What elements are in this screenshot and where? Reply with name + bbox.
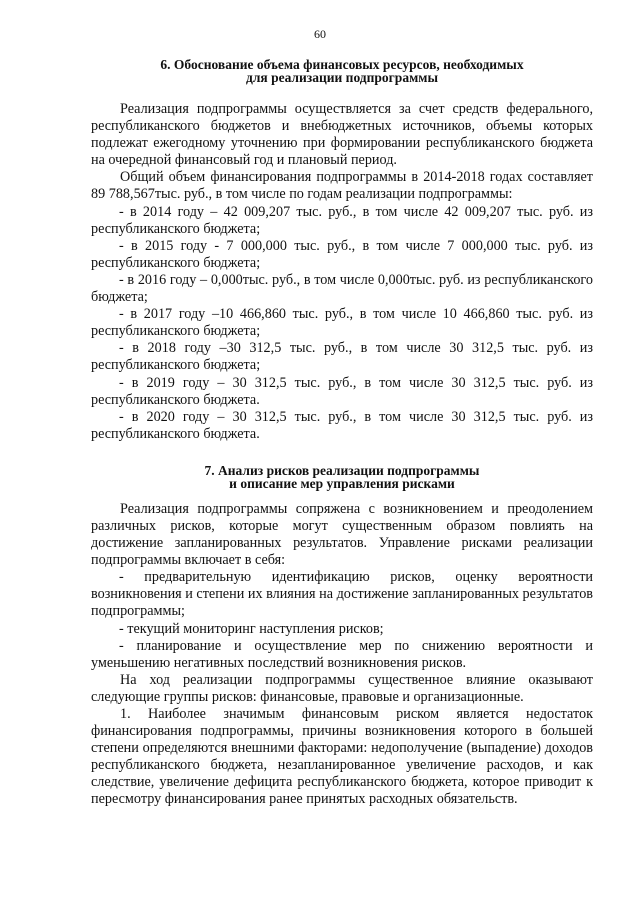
- funding-year-2018: - в 2018 году –30 312,5 тыс. руб., в том числе 30 312,5 тыс. руб. из республиканского бюджета;: [91, 340, 593, 374]
- section-6-intro-paragraph: Реализация подпрограммы осуществляется за счет средств федерального, республиканского бюджетов и внебюджетных источников, объемы которых подлежат ежегодному уточнению при формировании республиканского бюджета на очередной финансовый год и плановый период.: [91, 101, 593, 169]
- section-6-total-paragraph: Общий объем финансирования подпрограммы в 2014-2018 годах составляет 89 788,567тыс. руб., в том числе по годам реализации подпрограммы:: [91, 169, 593, 203]
- risk-measure-planning: - планирование и осуществление мер по снижению вероятности и уменьшению негативных последствий возникновения рисков.: [91, 637, 593, 671]
- funding-year-2020: - в 2020 году – 30 312,5 тыс. руб., в том числе 30 312,5 тыс. руб. из республиканского бюджета.: [91, 408, 593, 442]
- funding-year-2014: - в 2014 году – 42 009,207 тыс. руб., в том числе 42 009,207 тыс. руб. из республиканского бюджета;: [91, 203, 593, 237]
- risk-groups-paragraph: На ход реализации подпрограммы существенное влияние оказывают следующие группы рисков: финансовые, правовые и организационные.: [91, 671, 593, 705]
- funding-year-2019: - в 2019 году – 30 312,5 тыс. руб., в том числе 30 312,5 тыс. руб. из республиканского бюджета.: [91, 374, 593, 408]
- section-6-title-line1: 6. Обоснование объема финансовых ресурсов, необходимых: [160, 57, 524, 72]
- funding-year-2016: - в 2016 году – 0,000тыс. руб., в том числе 0,000тыс. руб. из республиканского бюджета;: [91, 271, 593, 306]
- section-7-title: [91, 464, 593, 490]
- financial-risk-paragraph: 1. Наиболее значимым финансовым риском является недостаток финансирования подпрограммы, причины возникновения которого в большей степени определяются внешними факторами: недополучение (выпадение) доходов республиканского бюджета, незапланированное увеличение расходов, и как следствие, увеличение дефицита республиканского бюджета, которое приводит к пересмотру финансирования ранее принятых расходных обязательств.: [91, 706, 593, 808]
- section-7-title-line2: и описание мер управления рисками: [229, 475, 455, 491]
- funding-year-2017: - в 2017 году –10 466,860 тыс. руб., в том числе 10 466,860 тыс. руб. из республиканского бюджета;: [91, 306, 593, 340]
- page-number: 60: [314, 27, 326, 41]
- document-body: [91, 58, 593, 809]
- section-6-title: [91, 58, 593, 84]
- risk-measure-identification: - предварительную идентификацию рисков, оценку вероятности возникновения и степени их влияния на достижение запланированных результатов подпрограммы;: [91, 569, 593, 620]
- risk-measure-monitoring: - текущий мониторинг наступления рисков;: [119, 620, 384, 637]
- section-7-intro-paragraph: Реализация подпрограммы сопряжена с возникновением и преодолением различных рисков, которые могут существенным образом повлиять на достижение запланированных результатов. Управление рисками реализации подпрограммы включает в себя:: [91, 500, 593, 569]
- section-7-title-line1: 7. Анализ рисков реализации подпрограммы: [204, 462, 480, 478]
- funding-year-2015: - в 2015 году - 7 000,000 тыс. руб., в том числе 7 000,000 тыс. руб. из республиканского бюджета;: [91, 237, 593, 271]
- section-6-title-line2: для реализации подпрограммы: [245, 70, 438, 85]
